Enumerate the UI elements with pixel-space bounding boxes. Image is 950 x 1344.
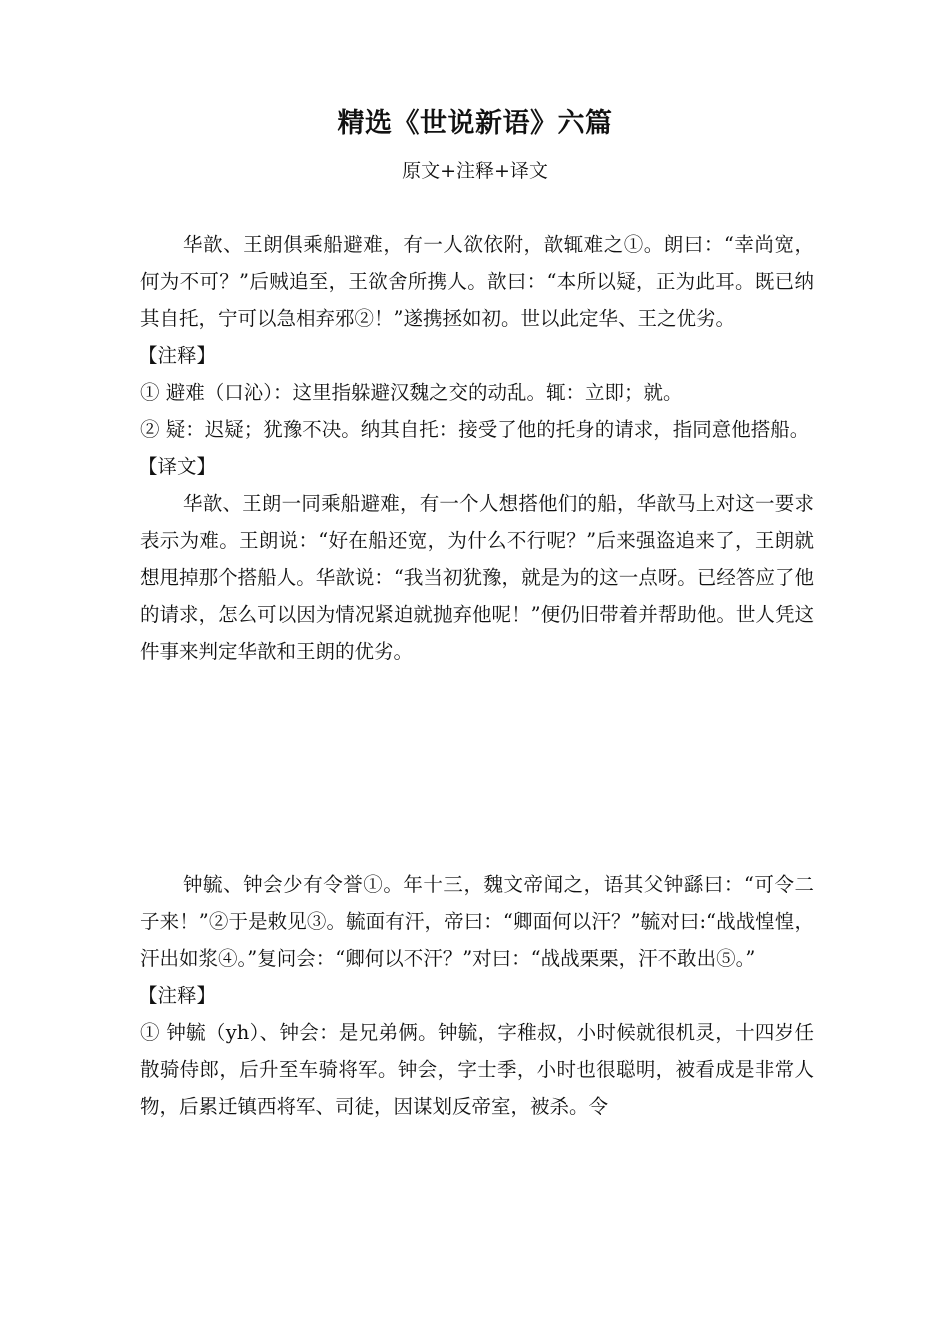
- notes-heading: 【注释】: [138, 344, 217, 367]
- note-item: ① 钟毓（yh）、钟会：是兄弟俩。钟毓，字稚叔，小时候就很机灵，十四岁任散骑侍郎，后升至车骑将军。钟会，字士季，小时也很聪明，被看成是非常人物，后累迁镇西将军、司徒，因谋划反帝室，被杀。令: [140, 1021, 814, 1118]
- original-text: 华歆、王朗俱乘船避难，有一人欲依附，歆辄难之①。朗曰：“幸尚宽，何为不可？”后贼追至，王欲舍所携人。歆曰：“本所以疑，正为此耳。既已纳其自托，宁可以急相弃邪②！”遂携拯如初。世以此定华、王之优劣。: [140, 233, 814, 330]
- translation-heading: 【译文】: [138, 455, 217, 478]
- story-section-2: [140, 866, 814, 1125]
- story-section-1: [140, 226, 814, 670]
- notes-heading: 【注释】: [138, 984, 217, 1007]
- document-title: 精选《世说新语》六篇: [337, 108, 613, 139]
- note-item: ① 避难（口沁）：这里指躲避汉魏之交的动乱。辄：立即；就。: [140, 381, 683, 404]
- original-text: 钟毓、钟会少有令誉①。年十三，魏文帝闻之，语其父钟繇曰：“可令二子来！”②于是敕见③。毓面有汗，帝曰：“卿面何以汗？”毓对曰:“战战惶惶，汗出如浆④。”复问会：“卿何以不汗？”对曰：“战战栗栗，汗不敢出⑤。”: [140, 873, 814, 970]
- document-subtitle: 原文+注释+译文: [402, 160, 548, 182]
- note-item: ② 疑：迟疑；犹豫不决。纳其自托：接受了他的托身的请求，指同意他搭船。: [140, 418, 810, 441]
- translation-text: 华歆、王朗一同乘船避难，有一个人想搭他们的船，华歆马上对这一要求表示为难。王朗说：“好在船还宽，为什么不行呢？”后来强盗追来了，王朗就想甩掉那个搭船人。华歆说：“我当初犹豫，就是为的这一点呀。已经答应了他的请求，怎么可以因为情况紧迫就抛弃他呢！”便仍旧带着并帮助他。世人凭这件事来判定华歆和王朗的优劣。: [140, 492, 814, 663]
